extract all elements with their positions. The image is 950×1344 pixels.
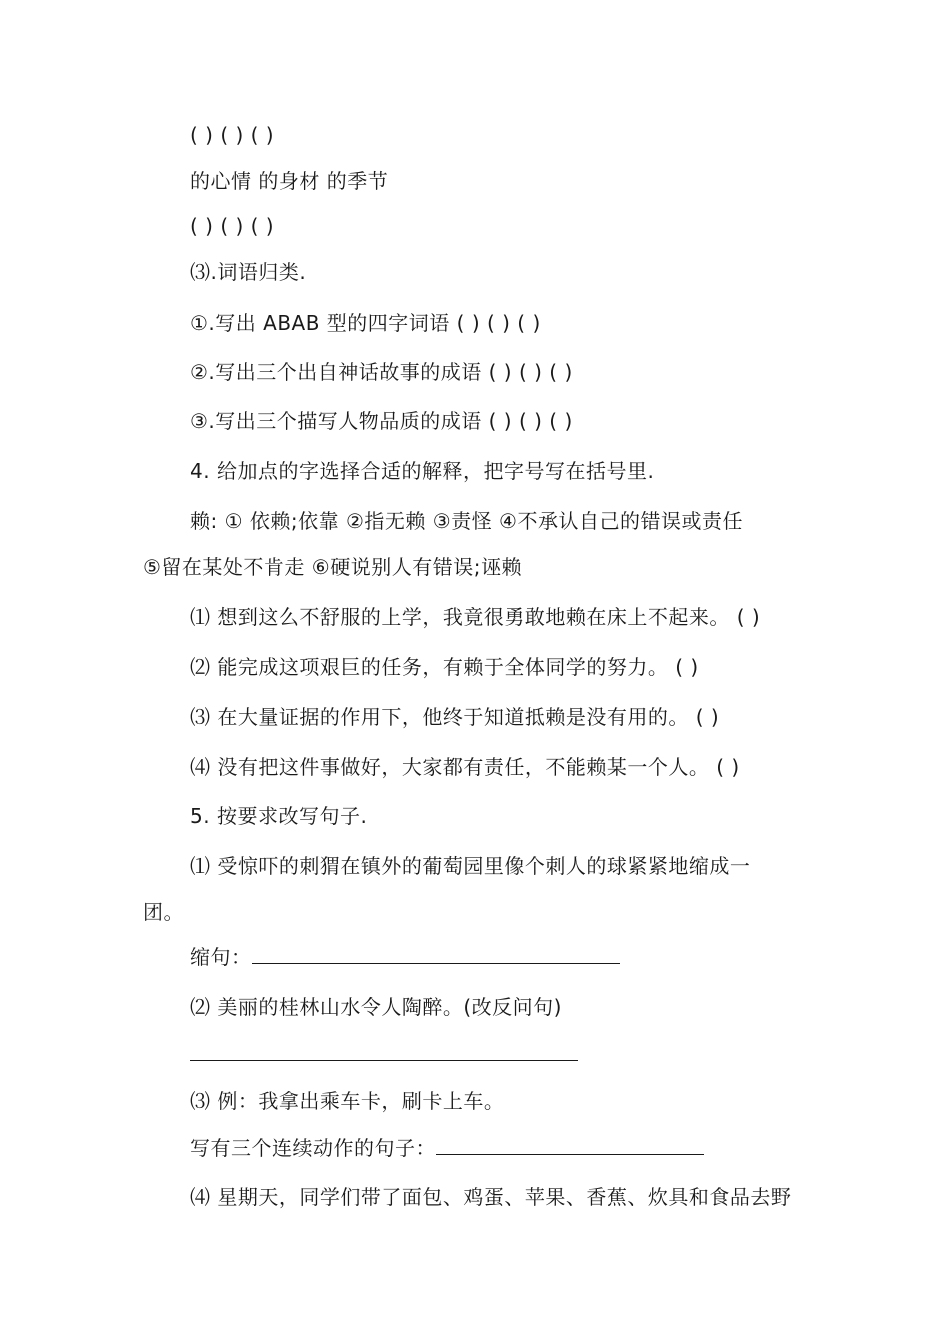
question-abab-words: ①.写出 ABAB 型的四字词语 ( ) ( ) ( ) bbox=[190, 311, 541, 335]
rewrite-1-line-2: 团。 bbox=[143, 900, 184, 924]
sentence-4: ⑷ 没有把这件事做好，大家都有责任，不能赖某一个人。 ( ) bbox=[190, 755, 740, 779]
condense-label: 缩句： bbox=[190, 945, 252, 969]
sentence-3: ⑶ 在大量证据的作用下，他终于知道抵赖是没有用的。 ( ) bbox=[190, 705, 720, 729]
question-myth-idioms: ②.写出三个出自神话故事的成语 ( ) ( ) ( ) bbox=[190, 360, 573, 384]
three-actions-answer-blank[interactable] bbox=[436, 1136, 704, 1155]
condense-answer-row bbox=[190, 943, 620, 971]
section-3-heading: ⑶.词语归类. bbox=[190, 260, 307, 284]
three-actions-label: 写有三个连续动作的句子： bbox=[190, 1136, 436, 1160]
rewrite-1-line-1: ⑴ 受惊吓的刺猬在镇外的葡萄园里像个刺人的球紧紧地缩成一 bbox=[190, 854, 751, 878]
definitions-line-1: 赖: ① 依赖;依靠 ②指无赖 ③责怪 ④不承认自己的错误或责任 bbox=[190, 509, 743, 533]
rhetorical-answer-blank[interactable] bbox=[190, 1042, 578, 1061]
definitions-line-2: ⑤留在某处不肯走 ⑥硬说别人有错误;诬赖 bbox=[143, 555, 522, 579]
sentence-1: ⑴ 想到这么不舒服的上学，我竟很勇敢地赖在床上不起来。 ( ) bbox=[190, 605, 761, 629]
adjective-phrases-row: 的心情 的身材 的季节 bbox=[190, 169, 389, 193]
three-actions-answer-row bbox=[190, 1134, 704, 1162]
question-character-idioms: ③.写出三个描写人物品质的成语 ( ) ( ) ( ) bbox=[190, 409, 573, 433]
blank-parens-row-2: ( ) ( ) ( ) bbox=[190, 214, 275, 238]
rewrite-2-prompt: ⑵ 美丽的桂林山水令人陶醉。(改反问句) bbox=[190, 995, 562, 1019]
question-4-heading: 4. 给加点的字选择合适的解释，把字号写在括号里. bbox=[190, 459, 655, 483]
rewrite-4-line-1: ⑷ 星期天，同学们带了面包、鸡蛋、苹果、香蕉、炊具和食品去野 bbox=[190, 1185, 792, 1209]
question-5-heading: 5. 按要求改写句子. bbox=[190, 804, 368, 828]
sentence-2: ⑵ 能完成这项艰巨的任务，有赖于全体同学的努力。 ( ) bbox=[190, 655, 699, 679]
rhetorical-answer-row bbox=[190, 1040, 578, 1068]
condense-answer-blank[interactable] bbox=[252, 945, 620, 964]
rewrite-3-example: ⑶ 例：我拿出乘车卡，刷卡上车。 bbox=[190, 1089, 505, 1113]
blank-parens-row-1: ( ) ( ) ( ) bbox=[190, 123, 275, 147]
